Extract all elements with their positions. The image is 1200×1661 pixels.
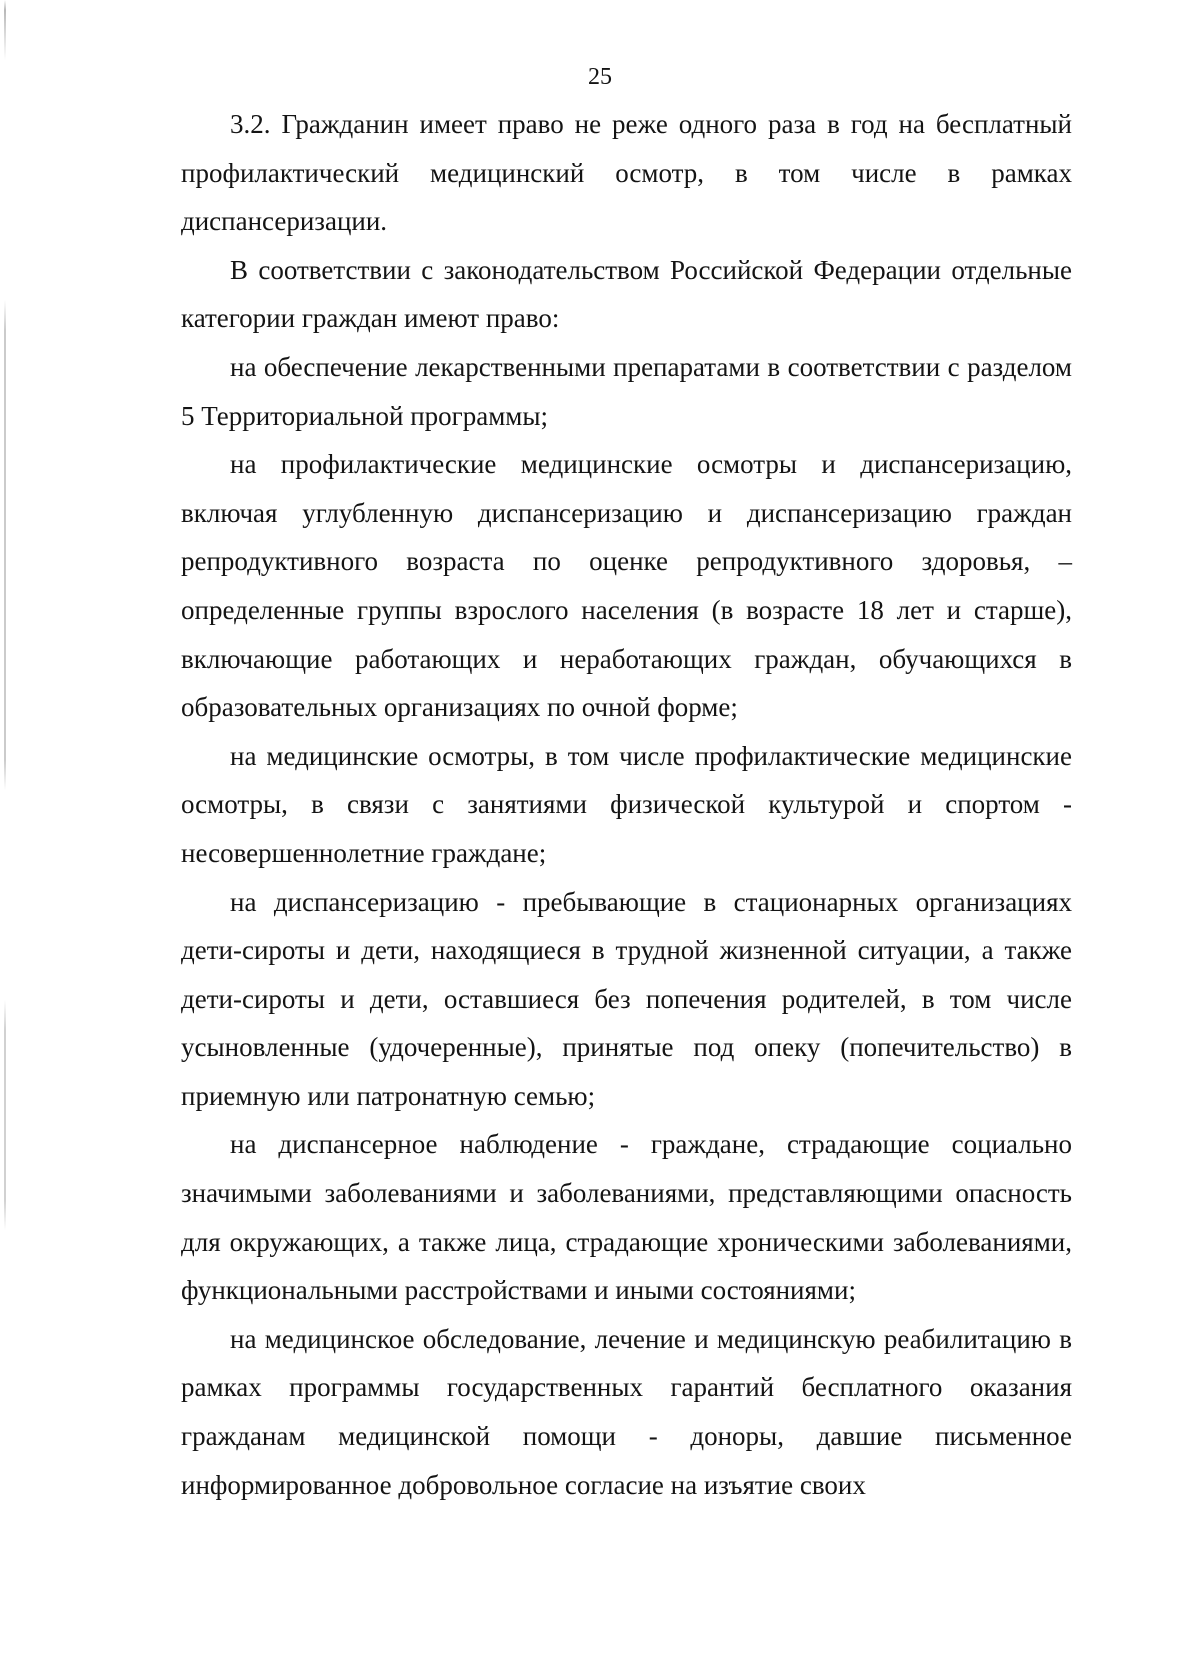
paragraph-orphans-dispensarization: на диспансеризацию - пребывающие в стационарных организациях дети-сироты и дети, находящиеся в трудной жизненной ситуации, а также дети-сироты и дети, оставшиеся без попечения родителей, в том числе усыновленные (удочеренные), принятые под опеку (попечительство) в приемную или патронатную семью; [181,886,1072,1111]
paragraph-dispensary-observation: на диспансерное наблюдение - граждане, страдающие социально значимыми заболеваниями и заболеваниями, представляющими опасность для окружающих, а также лица, страдающие хроническими заболеваниями, функциональными расстройствами и иными состояниями; [181,1129,1072,1306]
paragraph-medications: на обеспечение лекарственными препаратами в соответствии с разделом 5 Территориальной программы; [181,351,1072,431]
document-body [181,100,1072,1509]
paragraph-donors: на медицинское обследование, лечение и медицинскую реабилитацию в рамках программы государственных гарантий бесплатного оказания гражданам медицинской помощи - доноры, давшие письменное информированное добровольное согласие на изъятие своих [181,1323,1072,1500]
paragraph-categories-intro: В соответствии с законодательством Российской Федерации отдельные категории граждан имеют право: [181,254,1072,334]
paragraph-preventive-exams: на профилактические медицинские осмотры и диспансеризацию, включая углубленную диспансеризацию и диспансеризацию граждан репродуктивного возраста по оценке репродуктивного здоровья, – определенные группы взрослого населения (в возрасте 18 лет и старше), включающие работающих и неработающих граждан, обучающихся в образовательных организациях по очной форме; [181,449,1072,723]
page-number: 25 [588,64,612,90]
paragraph-sports-exams: на медицинские осмотры, в том числе профилактические медицинские осмотры, в связи с занятиями физической культурой и спортом - несовершеннолетние граждане; [181,740,1072,868]
paragraph-right-to-checkup: 3.2. Гражданин имеет право не реже одного раза в год на бесплатный профилактический медицинский осмотр, в том числе в рамках диспансеризации. [181,109,1072,237]
scan-edge-artifact [4,0,6,1661]
